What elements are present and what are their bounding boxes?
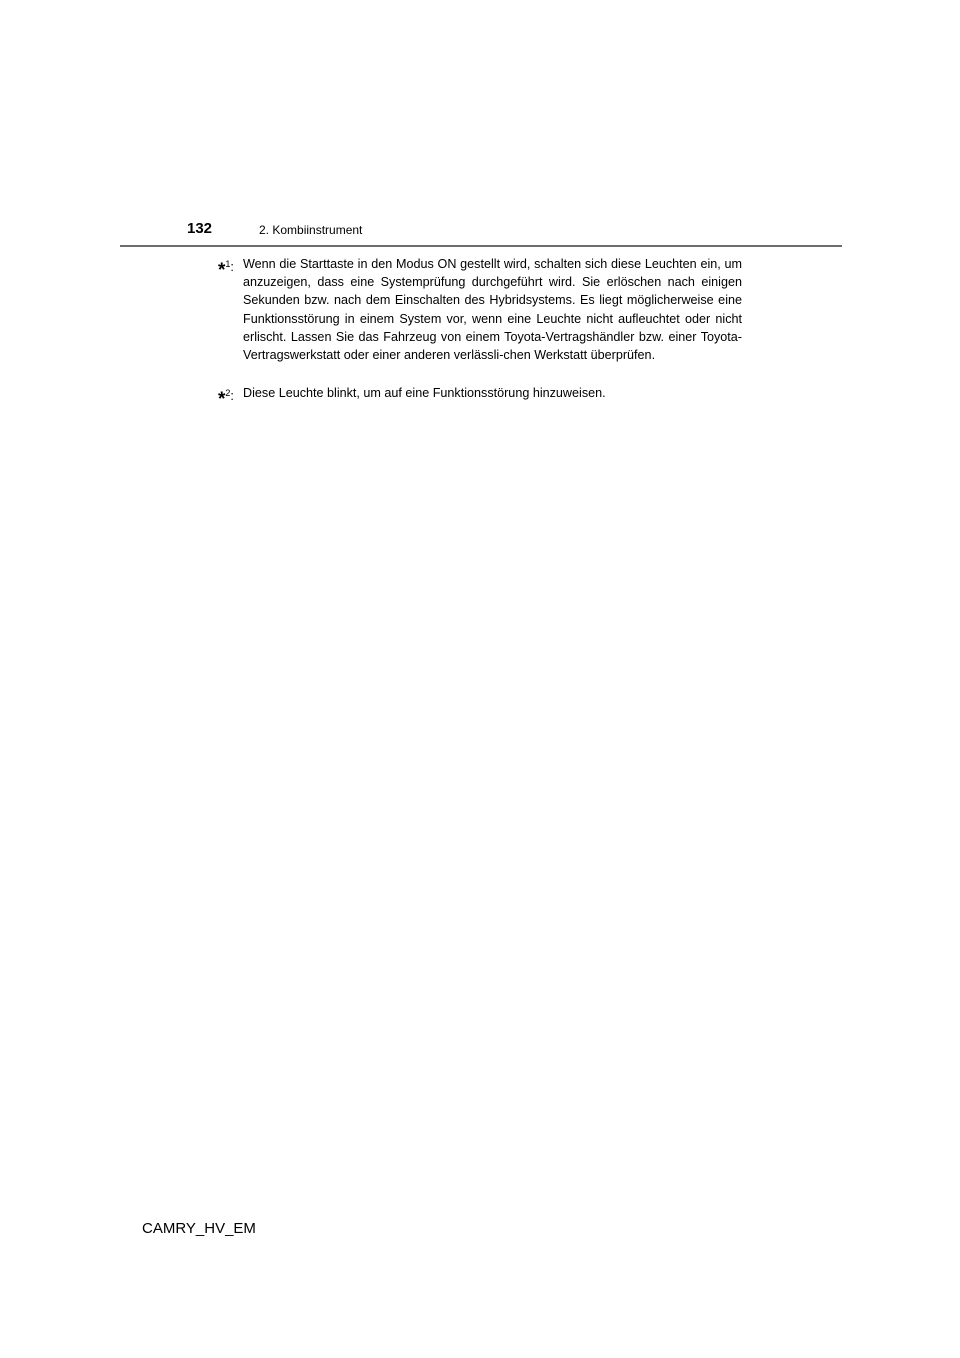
footnote-separator: :	[230, 389, 234, 403]
header-divider	[120, 245, 842, 247]
footnote-text: Diese Leuchte blinkt, um auf eine Funktionsstörung hinzuweisen.	[243, 386, 606, 400]
footnote-text: Wenn die Starttaste in den Modus ON gestellt wird, schalten sich diese Leuchten ein, um anzuzeigen, dass eine Systemprüfung durchgeführt wird. Sie erlöschen nach einigen Sekunden bzw. nach dem Einschalten des Hybridsystems. Es liegt möglicherweise eine Funktionsstörung in einem System vor, wenn eine Leuchte nicht aufleuchtet oder nicht erlischt. Lassen Sie das Fahrzeug von einem Toyota-Vertragshändler bzw. einer Toyota-Vertragswerkstatt oder einer anderen verlässli-chen Werkstatt überprüfen.	[243, 257, 742, 363]
footnote-2	[218, 384, 742, 410]
footnote-number: 1	[225, 259, 231, 269]
footnote-marker	[218, 384, 243, 410]
page-number: 132	[187, 220, 213, 237]
document-id: CAMRY_HV_EM	[142, 1220, 256, 1237]
footnote-marker	[218, 255, 243, 364]
footnote-number: 2	[225, 388, 231, 398]
section-title: 2. Kombiinstrument	[259, 223, 363, 237]
asterisk-icon: *	[218, 389, 226, 410]
footnote-separator: :	[230, 260, 234, 274]
asterisk-icon: *	[218, 260, 226, 281]
footnote-1	[218, 255, 742, 364]
